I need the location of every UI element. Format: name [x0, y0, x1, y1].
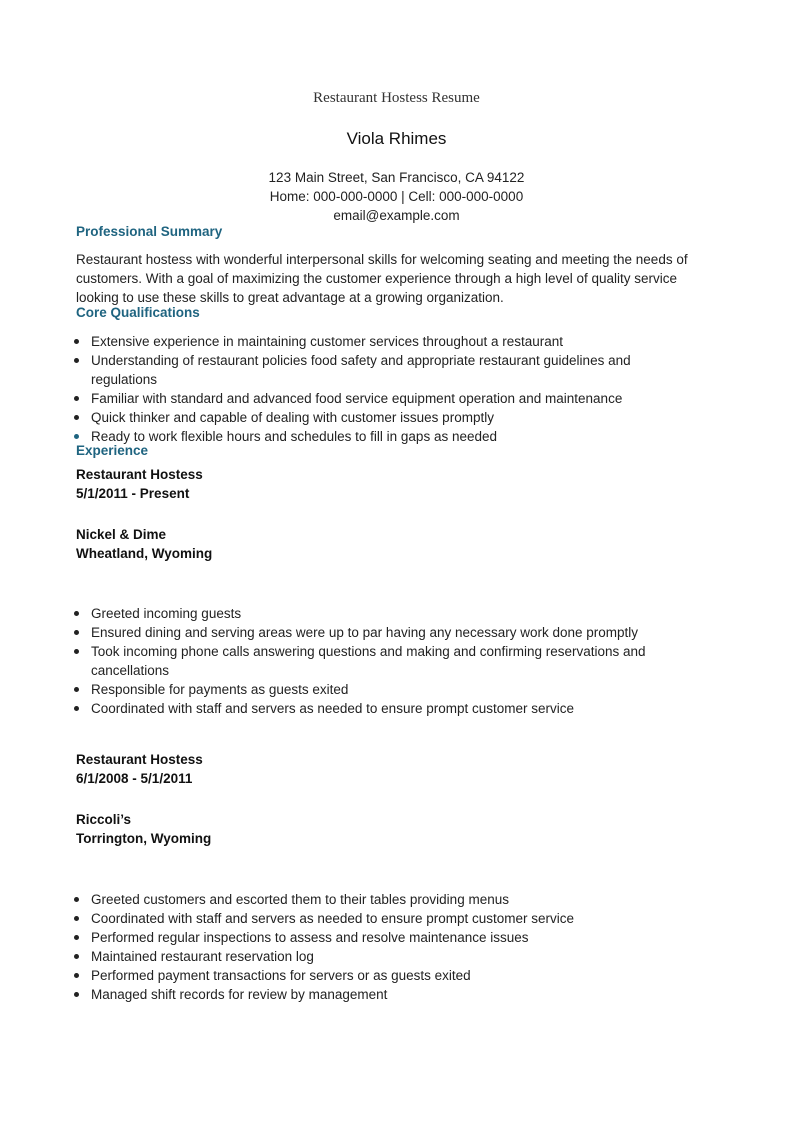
- summary-heading: Professional Summary: [76, 224, 223, 239]
- list-item: Maintained restaurant reservation log: [76, 947, 696, 966]
- contact-email: email@example.com: [333, 208, 460, 223]
- job-location: Wheatland, Wyoming: [76, 546, 213, 561]
- experience-heading: Experience: [76, 443, 149, 458]
- job-location: Torrington, Wyoming: [76, 831, 212, 846]
- job-dates: 6/1/2008 - 5/1/2011: [76, 771, 193, 786]
- list-item: Familiar with standard and advanced food service equipment operation and maintenance: [76, 389, 696, 408]
- job-company: Riccoli’s: [76, 812, 132, 827]
- list-item: Extensive experience in maintaining customer services throughout a restaurant: [76, 332, 696, 351]
- list-item: Performed payment transactions for servers or as guests exited: [76, 966, 696, 985]
- job-title: Restaurant Hostess: [76, 752, 203, 767]
- contact-address: 123 Main Street, San Francisco, CA 94122: [268, 170, 525, 185]
- job-duties-list: [76, 890, 696, 1004]
- qualifications-list: [76, 332, 696, 446]
- list-item: Ready to work flexible hours and schedules to fill in gaps as needed: [76, 427, 696, 446]
- list-item: Coordinated with staff and servers as needed to ensure prompt customer service: [76, 909, 696, 928]
- list-item: Greeted incoming guests: [76, 604, 696, 623]
- list-item: Understanding of restaurant policies food safety and appropriate restaurant guidelines and regulations: [76, 351, 696, 389]
- job-title: Restaurant Hostess: [76, 467, 203, 482]
- list-item: Responsible for payments as guests exited: [76, 680, 696, 699]
- document-title: Restaurant Hostess Resume: [313, 90, 480, 106]
- list-item: Ensured dining and serving areas were up to par having any necessary work done promptly: [76, 623, 696, 642]
- job-duties-list: [76, 604, 696, 718]
- list-item: Managed shift records for review by management: [76, 985, 696, 1004]
- summary-text: Restaurant hostess with wonderful interpersonal skills for welcoming seating and meeting the needs of customers. With a goal of maximizing the customer experience through a high level of quality service looking to use these skills to great advantage at a growing organization.: [76, 252, 688, 305]
- job-company: Nickel & Dime: [76, 527, 167, 542]
- list-item: Performed regular inspections to assess and resolve maintenance issues: [76, 928, 696, 947]
- list-item: Took incoming phone calls answering questions and making and confirming reservations and cancellations: [76, 642, 696, 680]
- qualifications-heading: Core Qualifications: [76, 305, 200, 320]
- candidate-name: Viola Rhimes: [346, 129, 447, 148]
- list-item: Quick thinker and capable of dealing with customer issues promptly: [76, 408, 696, 427]
- list-item: Greeted customers and escorted them to their tables providing menus: [76, 890, 696, 909]
- job-dates: 5/1/2011 - Present: [76, 486, 190, 501]
- list-item: Coordinated with staff and servers as needed to ensure prompt customer service: [76, 699, 696, 718]
- contact-phones: Home: 000-000-0000 | Cell: 000-000-0000: [269, 189, 524, 204]
